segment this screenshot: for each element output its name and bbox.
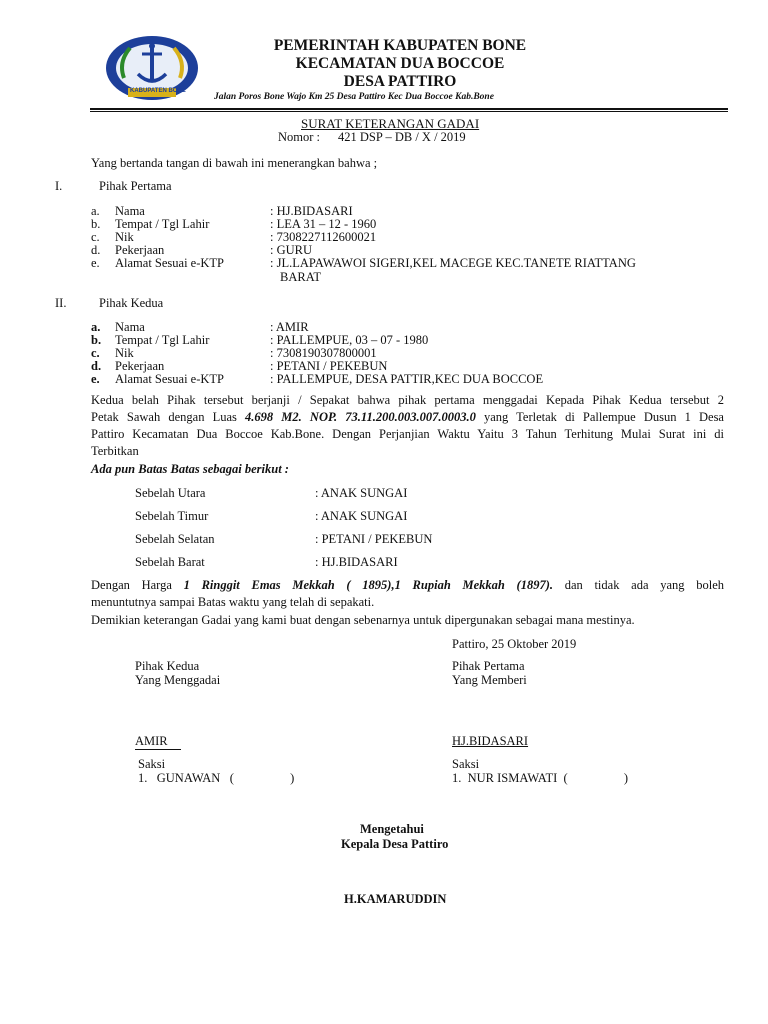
- price-text-a: Dengan Harga: [91, 578, 184, 592]
- boundary-label: Sebelah Barat: [135, 555, 205, 569]
- agreement-line-4: Terbitkan: [91, 444, 139, 458]
- pihak2-letter: c.: [91, 346, 100, 360]
- header-address: Jalan Poros Bone Wajo Km 25 Desa Pattiro Kec Dua Boccoe Kab.Bone: [214, 92, 494, 102]
- pihak1-value: : GURU: [270, 243, 313, 257]
- pihak2-value: : AMIR: [270, 320, 309, 334]
- right-party-subrole: Yang Memberi: [452, 673, 527, 687]
- boundary-value: : PETANI / PEKEBUN: [315, 532, 433, 546]
- kabupaten-bone-logo: [104, 34, 200, 106]
- logo-lettering: KABUPATEN BONE: [130, 88, 186, 94]
- right-witness: 1. NUR ISMAWATI ( ): [452, 771, 629, 785]
- header-village: DESA PATTIRO: [343, 73, 457, 90]
- agreement-line-2: [91, 409, 724, 426]
- nomor-value: 421 DSP – DB / X / 2019: [338, 130, 466, 144]
- place-date: Pattiro, 25 Oktober 2019: [452, 637, 577, 651]
- pihak1-letter: a.: [91, 204, 100, 218]
- closing-statement: Demikian keterangan Gadai yang kami buat dengan sebenarnya untuk dipergunakan sebagai mana mestinya.: [91, 613, 635, 627]
- pihak2-label: Alamat Sesuai e-KTP: [115, 372, 225, 386]
- pihak2-value: : PALLEMPUE, DESA PATTIR,KEC DUA BOCCOE: [270, 372, 544, 386]
- pihak1-label: Nik: [115, 230, 134, 244]
- land-area-nop: 4.698 M2. NOP. 73.11.200.003.007.0003.0: [245, 410, 476, 424]
- left-signatory-name: [135, 734, 181, 750]
- boundary-value: : HJ.BIDASARI: [315, 555, 398, 569]
- left-witness-label: Saksi: [138, 757, 166, 771]
- header-rule-thick: [90, 108, 728, 110]
- left-witness: 1. GUNAWAN ( ): [138, 771, 295, 785]
- pihak1-label: Alamat Sesuai e-KTP: [115, 256, 225, 270]
- pihak1-value: : JL.LAPAWAWOI SIGERI,KEL MACEGE KEC.TANETE RIATTANG: [270, 256, 636, 270]
- pihak1-letter: b.: [91, 217, 101, 231]
- pihak1-letter: d.: [91, 243, 101, 257]
- village-head-name: H.KAMARUDDIN: [344, 892, 447, 906]
- pihak2-letter: e.: [91, 372, 100, 386]
- agreement-paragraph: [91, 392, 724, 460]
- price-line-2: menuntutnya sampai Batas waktu yang telah di sepakati.: [91, 595, 375, 609]
- pihak1-value: : LEA 31 – 12 - 1960: [270, 217, 377, 231]
- price-text-c: dan tidak ada yang boleh: [553, 578, 724, 592]
- intro-text: Yang bertanda tangan di bawah ini menerangkan bahwa ;: [91, 156, 378, 170]
- pihak2-value: : PALLEMPUE, 03 – 07 - 1980: [270, 333, 429, 347]
- price-value: 1 Ringgit Emas Mekkah ( 1895),1 Rupiah Mekkah (1897).: [183, 578, 553, 592]
- pihak1-value: : 7308227112600021: [270, 230, 377, 244]
- section-2-heading: Pihak Kedua: [99, 296, 164, 310]
- section-1-heading: Pihak Pertama: [99, 179, 172, 193]
- pihak1-label: Tempat / Tgl Lahir: [115, 217, 210, 231]
- section-2-number: II.: [55, 296, 67, 310]
- boundary-value: : ANAK SUNGAI: [315, 486, 408, 500]
- agreement-text-c: yang Terletak di Pallempue Dusun 1 Desa: [475, 410, 724, 424]
- pihak2-label: Pekerjaan: [115, 359, 165, 373]
- document-title: SURAT KETERANGAN GADAI: [301, 116, 480, 131]
- pihak2-letter: d.: [91, 359, 102, 373]
- boundaries-heading: Ada pun Batas Batas sebagai berikut :: [91, 462, 289, 476]
- pihak2-letter: b.: [91, 333, 102, 347]
- header-district: KECAMATAN DUA BOCCOE: [295, 55, 505, 72]
- agreement-line-1: Kedua belah Pihak tersebut berjanji / Sepakat bahwa pihak pertama menggadai Kepada Pihak Kedua tersebut 2: [91, 393, 724, 407]
- nomor-label: Nomor :: [278, 130, 321, 144]
- header-rule-thin: [90, 111, 728, 112]
- pihak1-letter: e.: [91, 256, 100, 270]
- pihak2-label: Nik: [115, 346, 134, 360]
- left-party-role: Pihak Kedua: [135, 659, 200, 673]
- agreement-line-3: Pattiro Kecamatan Dua Boccoe Kab.Bone. Dengan Perjanjian Waktu Yaitu 3 Tahun Terhitung Mulai Surat ini di: [91, 427, 724, 441]
- boundary-label: Sebelah Selatan: [135, 532, 215, 546]
- pihak2-label: Nama: [115, 320, 145, 334]
- right-signatory-name: HJ.BIDASARI: [452, 734, 529, 748]
- section-1-number: I.: [55, 179, 63, 193]
- pihak2-value: : 7308190307800001: [270, 346, 377, 360]
- pihak-pertama-address-continued: BARAT: [280, 270, 321, 284]
- pihak1-label: Nama: [115, 204, 145, 218]
- pihak2-letter: a.: [91, 320, 101, 334]
- pihak2-label: Tempat / Tgl Lahir: [115, 333, 210, 347]
- acknowledged-label: Mengetahui: [360, 822, 424, 836]
- pihak1-label: Pekerjaan: [115, 243, 165, 257]
- pihak2-value: : PETANI / PEKEBUN: [270, 359, 388, 373]
- price-paragraph: [91, 577, 724, 611]
- right-party-role: Pihak Pertama: [452, 659, 525, 673]
- pihak1-value: : HJ.BIDASARI: [270, 204, 353, 218]
- village-head-title: Kepala Desa Pattiro: [341, 837, 449, 851]
- left-signatory-text: AMIR: [135, 734, 168, 748]
- agreement-text-a: Petak Sawah dengan Luas: [91, 410, 246, 424]
- right-witness-label: Saksi: [452, 757, 480, 771]
- boundary-label: Sebelah Timur: [135, 509, 209, 523]
- pihak1-letter: c.: [91, 230, 100, 244]
- price-line-1: [91, 577, 724, 594]
- left-party-subrole: Yang Menggadai: [135, 673, 221, 687]
- header-government: PEMERINTAH KABUPATEN BONE: [273, 37, 527, 54]
- boundary-value: : ANAK SUNGAI: [315, 509, 408, 523]
- boundary-label: Sebelah Utara: [135, 486, 206, 500]
